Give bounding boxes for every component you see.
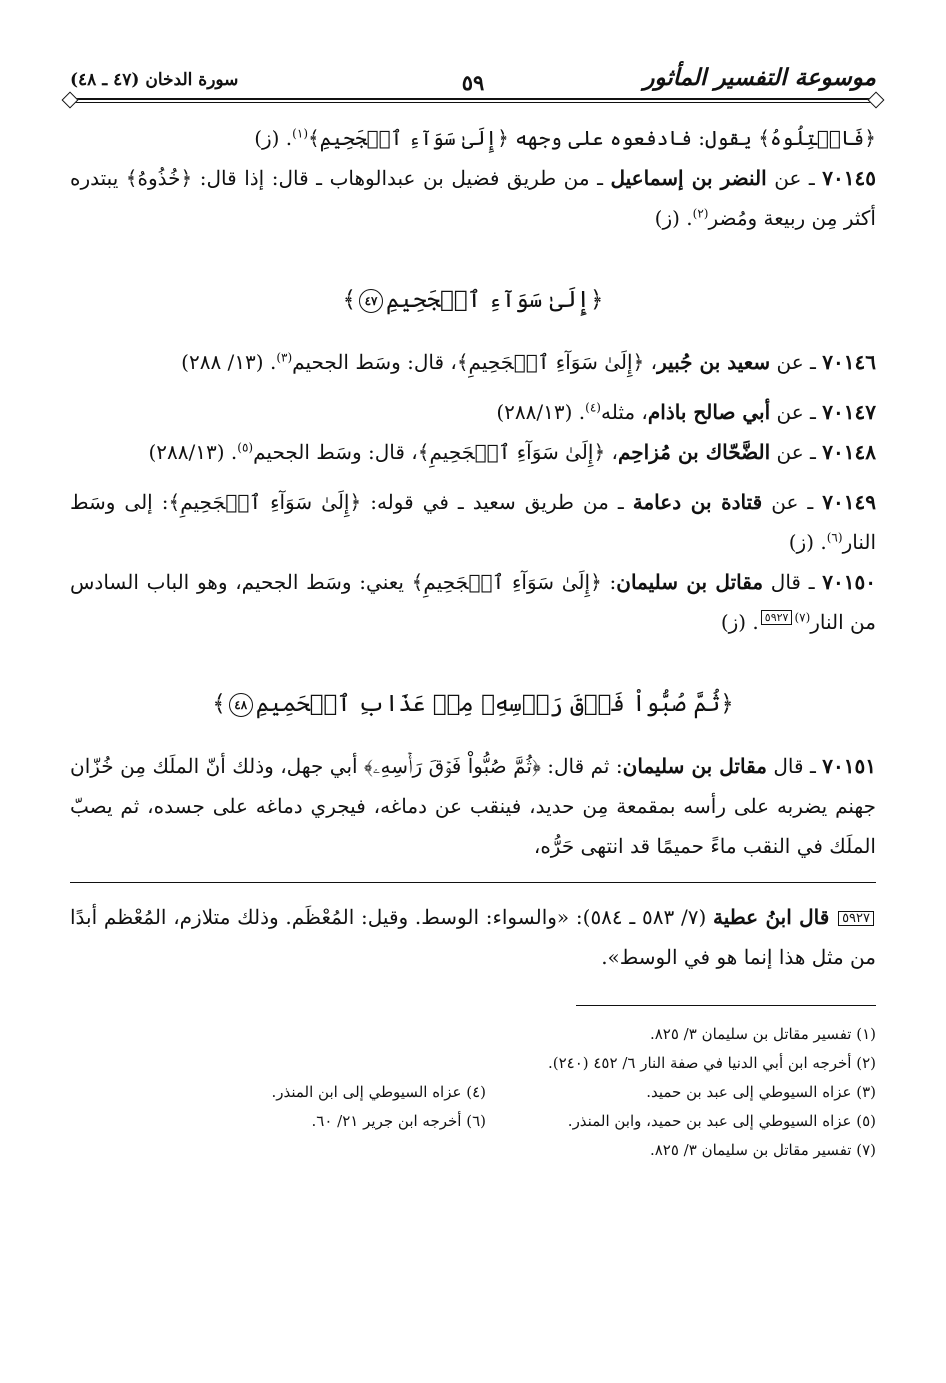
footnote-marker[interactable]: (٤) [585, 400, 601, 415]
narration-paragraph: ٧٠١٥١ ـ قال مقاتل بن سليمان: ثم قال: ﴿ثُمَّ صُبُّواْ فَوۡقَ رَأۡسِهِۦ﴾ أبي جهل، وذلك أنّ الملَك مِن خُزّان جهنم يضربه على رأسه بمقمعة مِن حديد، فينقب عن دماغه، فيجري دماغه على جسده، ثم يصبّ الملَك في النقب ماءً حميمًا قد انتهى حَرُّه، [70, 754, 876, 858]
page-header [70, 60, 876, 100]
surah-info: سورة الدخان (٤٧ ـ ٤٨) [70, 70, 239, 90]
footnote-row [70, 1107, 876, 1136]
footnote-marker[interactable]: (١) [292, 126, 308, 141]
editor-note: ٥٩٢٧ قال ابنُ عطية (٧/ ٥٨٣ ـ ٥٨٤): «والسواء: الوسط. وقيل: المُعْظَم. وذلك متلازم، المُعْظم أبدًا من مثل هذا إنما هو في الوسط». [70, 905, 876, 969]
editor-note-source: قال ابنُ عطية [713, 905, 830, 929]
editor-note-ref[interactable]: ٥٩٢٧ [761, 610, 793, 625]
footnote-marker[interactable]: (٦) [826, 530, 843, 545]
narrator-name: مقاتل بن سليمان [622, 754, 767, 778]
book-title: موسوعة التفسير المأثور [643, 64, 876, 91]
narration-paragraph: ٧٠١٤٦ ـ عن سعيد بن جُبير، ﴿إِلَىٰ سَوَآءِ ٱلۡجَحِيمِ﴾، قال: وسَط الجحيم$^{(٣)}$. (١٣/ ٢٨٨) [181, 350, 876, 374]
ayah-heading: ﴿ثُمَّ صُبُّواْ فَوۡقَ رَأۡسِهِۦ مِنۡ عَذَابِ ٱلۡحَمِيمِ٤٨﴾ [212, 691, 734, 717]
narration-number: ٧٠١٥٠ [822, 570, 876, 594]
footnote-marker[interactable]: (٥) [237, 440, 254, 455]
section-divider [70, 882, 876, 883]
narrator-name: أبي صالح باذام [647, 400, 771, 424]
narration-paragraph: ٧٠١٤٨ ـ عن الضَّحّاك بن مُزاحِم، ﴿إِلَىٰ سَوَآءِ ٱلۡجَحِيمِ﴾، قال: وسَط الجحيم$^{(٥)}$. (٢٨٨/١٣) [148, 440, 876, 464]
narrator-name: سعيد بن جُبير [657, 350, 771, 374]
narrator-name: النضر بن إسماعيل [610, 166, 767, 190]
footnote: (٤) عزاه السيوطي إلى ابن المنذر. [271, 1083, 486, 1101]
footnote-marker[interactable]: (٢) [692, 206, 709, 221]
narration-number: ٧٠١٤٨ [822, 440, 876, 464]
ayah-number-badge: ٤٨ [229, 693, 253, 717]
main-text [70, 118, 876, 977]
paragraph: ﴿فَاعۡتِلُوهُ﴾ يقول: فادفعوه على وجهه ﴿إِلَىٰ سَوَآءِ ٱلۡجَحِيمِ﴾$^{(١)}$. (ز) [254, 126, 876, 150]
footnote: (٣) عزاه السيوطي إلى عبد بن حميد. [646, 1083, 876, 1101]
footnote-row [70, 1078, 876, 1107]
footnote-marker[interactable]: (٣) [276, 350, 293, 365]
narration-number: ٧٠١٥١ [822, 754, 876, 778]
narration-paragraph: ٧٠١٤٥ ـ عن النضر بن إسماعيل ـ من طريق فضيل بن عبدالوهاب ـ قال: إذا قال: ﴿خُذُوهُ﴾ يبتدره أكثر مِن ربيعة ومُضر$^{(٢)}$. (ز) [70, 166, 877, 230]
narrator-name: الضَّحّاك بن مُزاحِم [618, 440, 771, 464]
footnote: (٧) تفسير مقاتل بن سليمان ٣/ ٨٢٥. [649, 1141, 876, 1159]
ayah-number-badge: ٤٧ [359, 289, 383, 313]
narrator-name: مقاتل بن سليمان [616, 570, 764, 594]
narration-paragraph: ٧٠١٥٠ ـ قال مقاتل بن سليمان: ﴿إِلَىٰ سَوَآءِ ٱلۡجَحِيمِ﴾ يعني: وسَط الجحيم، وهو الباب السادس من النار$^{(٧)}$٥٩٢٧. (ز) [70, 570, 876, 634]
footnote: (٥) عزاه السيوطي إلى عبد بن حميد، وابن المنذر. [567, 1112, 876, 1130]
header-rule [70, 98, 876, 103]
editor-note-ref: ٥٩٢٧ [838, 911, 874, 926]
narration-paragraph: ٧٠١٤٧ ـ عن أبي صالح باذام، مثله$^{(٤)}$. (٢٨٨/١٣) [496, 400, 876, 424]
narration-number: ٧٠١٤٩ [822, 490, 876, 514]
book-page [70, 60, 876, 1350]
narration-number: ٧٠١٤٧ [822, 400, 876, 424]
footnote: (٦) أخرجه ابن جرير ٢١/ ٦٠. [311, 1112, 486, 1130]
footnote: (١) تفسير مقاتل بن سليمان ٣/ ٨٢٥. [649, 1025, 876, 1043]
page-number: ٥٩ [461, 70, 485, 95]
narrator-name: قتادة بن دعامة [632, 490, 763, 514]
footnotes [70, 1020, 876, 1165]
narration-number: ٧٠١٤٥ [822, 166, 877, 190]
narration-paragraph: ٧٠١٤٩ ـ عن قتادة بن دعامة ـ من طريق سعيد ـ في قوله: ﴿إِلَىٰ سَوَآءِ ٱلۡجَحِيمِ﴾: إلى وسَط النار$^{(٦)}$. (ز) [70, 490, 876, 554]
footnote-marker[interactable]: (٧) [794, 610, 811, 625]
narration-number: ٧٠١٤٦ [822, 350, 876, 374]
footnote: (٢) أخرجه ابن أبي الدنيا في صفة النار ٦/ ٤٥٢ (٢٤٠). [547, 1054, 876, 1072]
footnote-divider [576, 1005, 876, 1006]
ayah-heading: ﴿إِلَىٰ سَوَآءِ ٱلۡجَحِيمِ٤٧﴾ [342, 287, 604, 313]
